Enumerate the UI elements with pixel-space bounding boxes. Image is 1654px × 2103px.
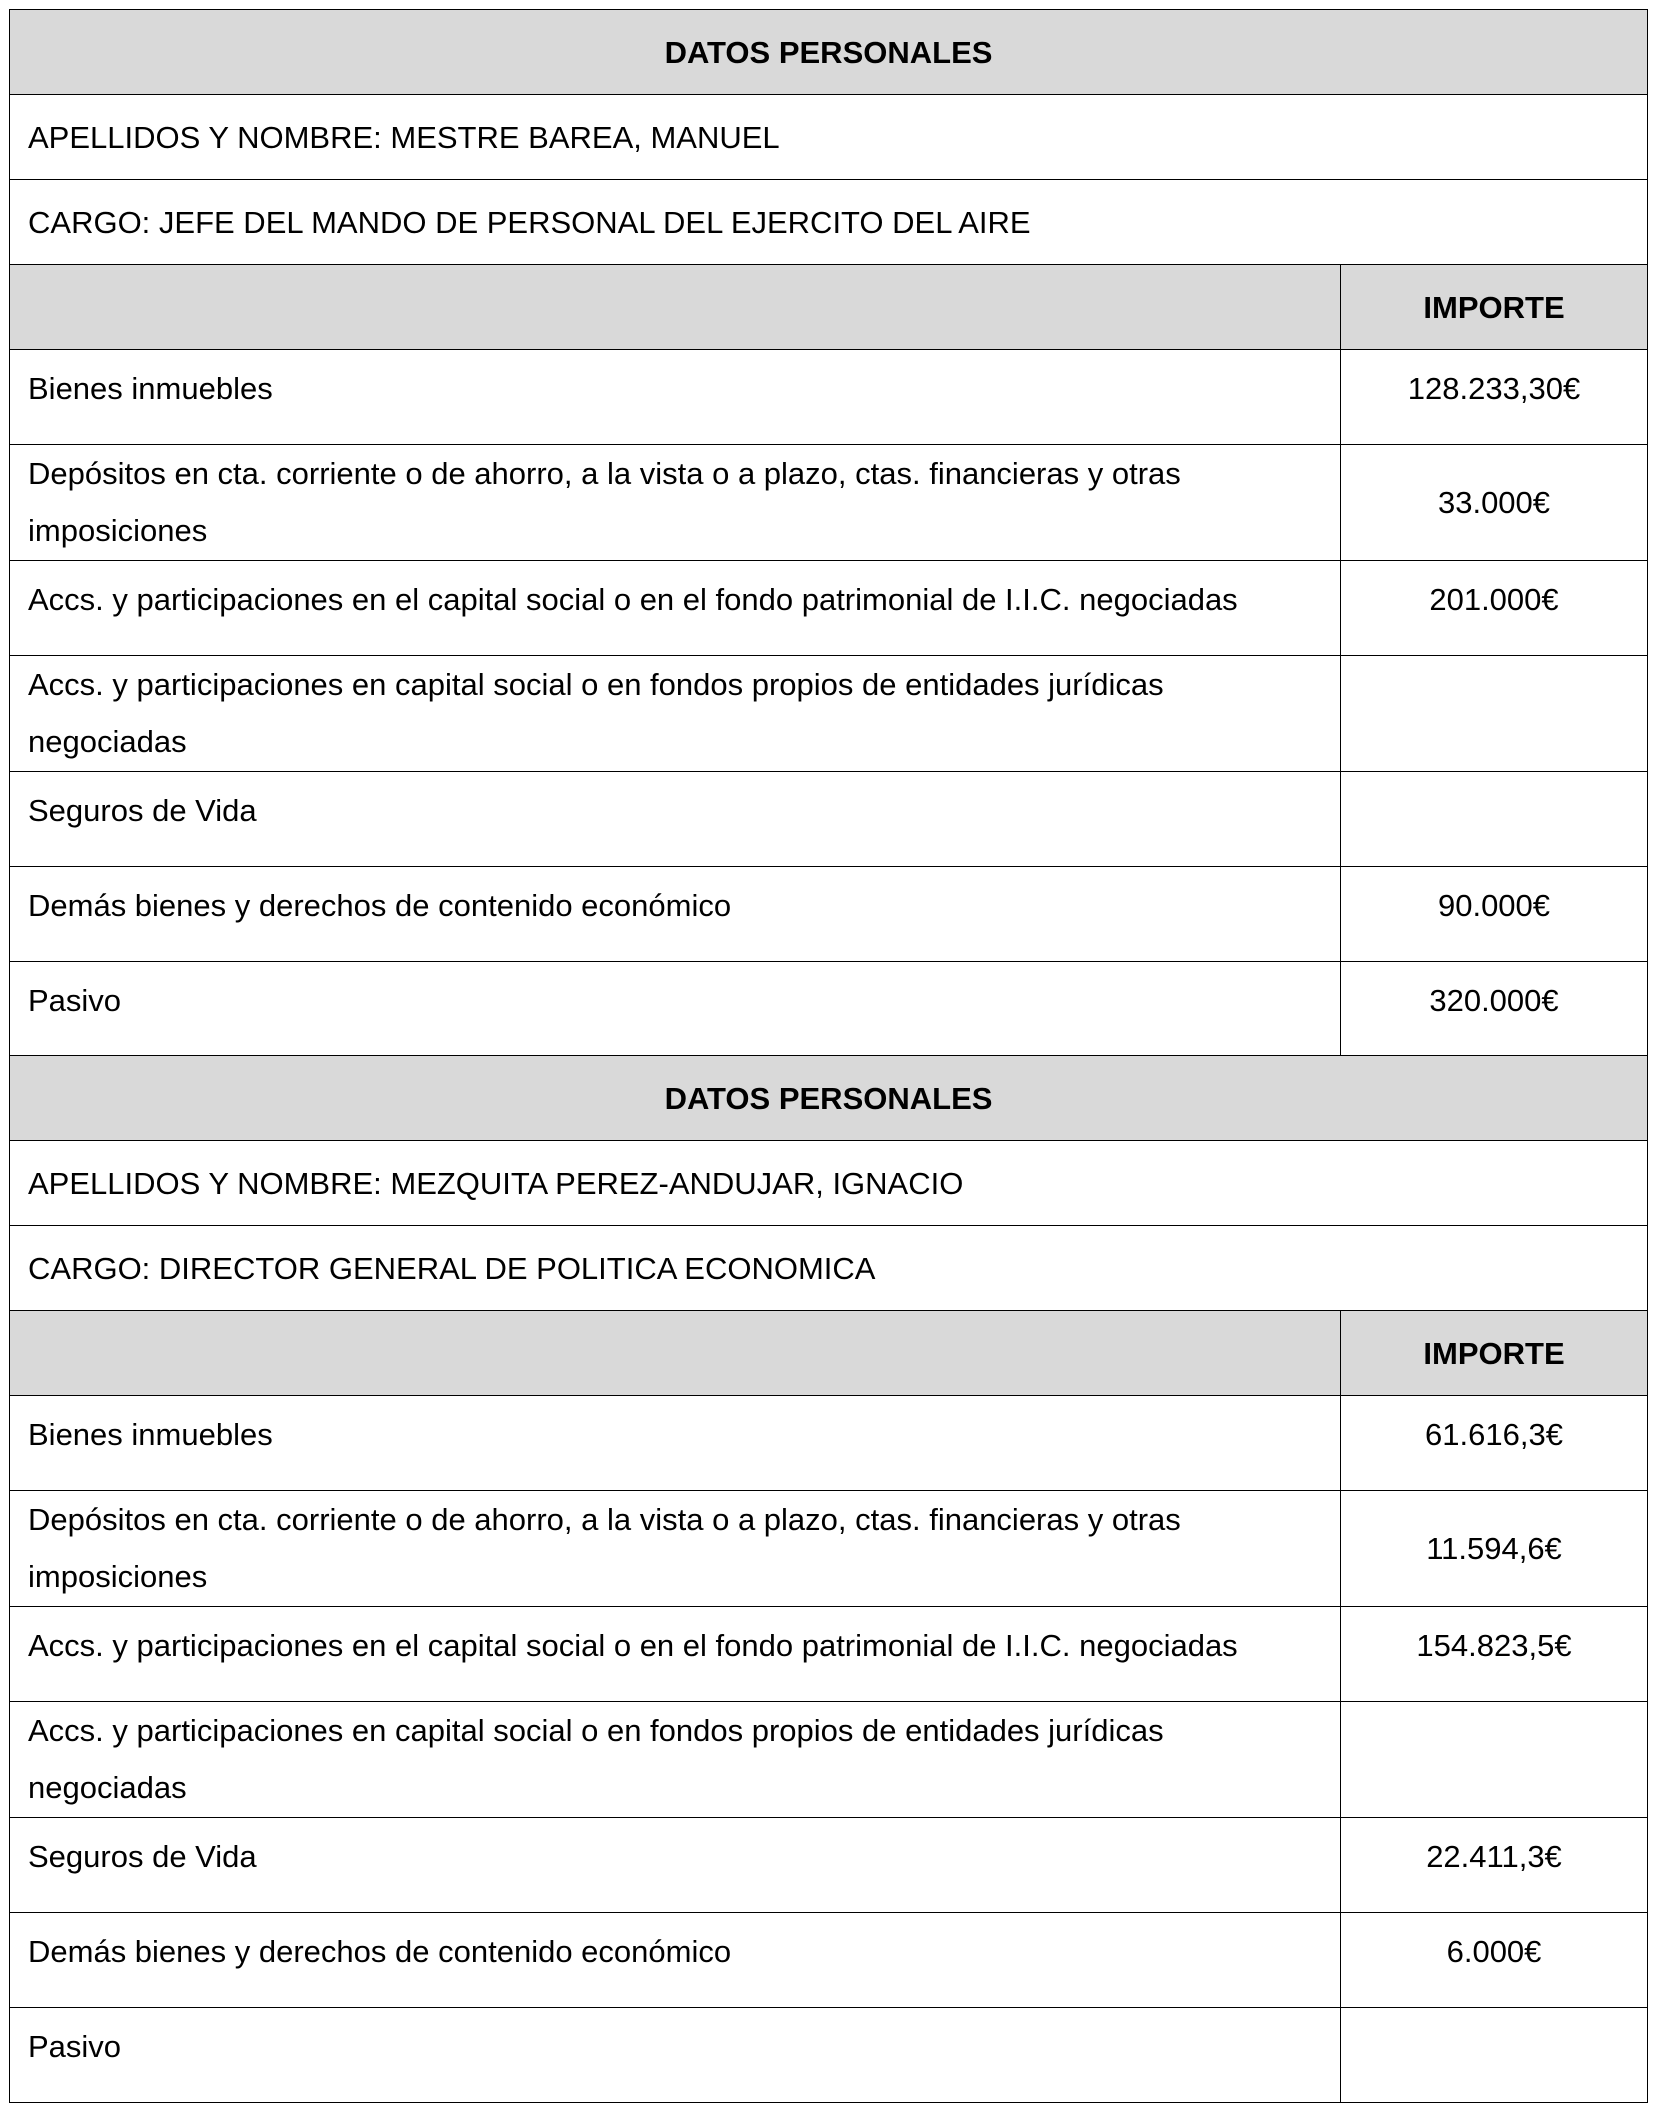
row-amount: 320.000€ (1341, 962, 1648, 1057)
row-label: Accs. y participaciones en capital social o en fondos propios de entidades jurídicas negociadas (10, 656, 1341, 772)
row-amount: 33.000€ (1341, 445, 1648, 561)
row-label: Pasivo (10, 962, 1341, 1057)
name-line: APELLIDOS Y NOMBRE: MEZQUITA PEREZ-ANDUJAR, IGNACIO (10, 1141, 1648, 1226)
column-header-blank (10, 1311, 1341, 1396)
row-label: Depósitos en cta. corriente o de ahorro, a la vista o a plazo, ctas. financieras y otras imposiciones (10, 445, 1341, 561)
row-label: Accs. y participaciones en el capital social o en el fondo patrimonial de I.I.C. negociadas (10, 561, 1341, 656)
column-header-importe: IMPORTE (1341, 1311, 1648, 1396)
row-amount: 154.823,5€ (1341, 1607, 1648, 1702)
section-header: DATOS PERSONALES (10, 1056, 1648, 1141)
row-amount (1341, 2008, 1648, 2103)
table-row (10, 1396, 1648, 1491)
table-row (10, 1607, 1648, 1702)
table-row (10, 1818, 1648, 1913)
row-amount (1341, 772, 1648, 867)
declaration-table (9, 9, 1648, 1057)
row-label: Depósitos en cta. corriente o de ahorro, a la vista o a plazo, ctas. financieras y otras imposiciones (10, 1491, 1341, 1607)
row-label: Demás bienes y derechos de contenido económico (10, 867, 1341, 962)
row-amount: 90.000€ (1341, 867, 1648, 962)
row-amount (1341, 656, 1648, 772)
cargo-line: CARGO: JEFE DEL MANDO DE PERSONAL DEL EJERCITO DEL AIRE (10, 180, 1648, 265)
row-label: Accs. y participaciones en el capital social o en el fondo patrimonial de I.I.C. negociadas (10, 1607, 1341, 1702)
table-row (10, 1913, 1648, 2008)
table-row (10, 1491, 1648, 1607)
table-row (10, 350, 1648, 445)
row-amount: 6.000€ (1341, 1913, 1648, 2008)
row-label: Demás bienes y derechos de contenido económico (10, 1913, 1341, 2008)
row-label: Seguros de Vida (10, 772, 1341, 867)
row-label: Bienes inmuebles (10, 1396, 1341, 1491)
row-amount: 22.411,3€ (1341, 1818, 1648, 1913)
section-header: DATOS PERSONALES (10, 10, 1648, 95)
table-row (10, 2008, 1648, 2103)
table-row (10, 1702, 1648, 1818)
table-row (10, 656, 1648, 772)
column-header-importe: IMPORTE (1341, 265, 1648, 350)
name-line: APELLIDOS Y NOMBRE: MESTRE BAREA, MANUEL (10, 95, 1648, 180)
table-row (10, 772, 1648, 867)
table-row (10, 561, 1648, 656)
row-amount: 128.233,30€ (1341, 350, 1648, 445)
row-label: Bienes inmuebles (10, 350, 1341, 445)
row-amount: 61.616,3€ (1341, 1396, 1648, 1491)
row-label: Accs. y participaciones en capital social o en fondos propios de entidades jurídicas negociadas (10, 1702, 1341, 1818)
table-row (10, 962, 1648, 1057)
table-row (10, 445, 1648, 561)
cargo-line: CARGO: DIRECTOR GENERAL DE POLITICA ECONOMICA (10, 1226, 1648, 1311)
column-header-blank (10, 265, 1341, 350)
row-amount (1341, 1702, 1648, 1818)
table-row (10, 867, 1648, 962)
row-label: Pasivo (10, 2008, 1341, 2103)
row-amount: 11.594,6€ (1341, 1491, 1648, 1607)
declaration-table (9, 1055, 1648, 2103)
row-label: Seguros de Vida (10, 1818, 1341, 1913)
row-amount: 201.000€ (1341, 561, 1648, 656)
